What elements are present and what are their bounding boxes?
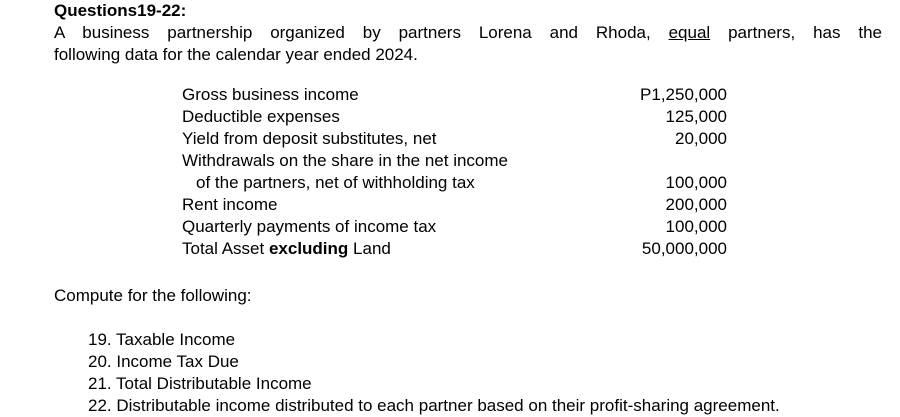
intro-text-after: partners, has the	[728, 23, 882, 42]
intro-line-1	[54, 22, 882, 44]
item-amount: 100,000	[665, 217, 727, 236]
intro-line-2: following data for the calendar year ended 2024.	[54, 45, 418, 64]
item-label-part: Land	[353, 239, 391, 258]
item-amount: P1,250,000	[640, 85, 727, 104]
item-label: Yield from deposit substitutes, net	[182, 129, 437, 148]
data-table	[182, 84, 727, 260]
item-row	[182, 238, 727, 260]
item-label: of the partners, net of withholding tax	[196, 173, 475, 192]
item-label: Gross business income	[182, 85, 359, 104]
excluding-bold: excluding	[268, 239, 349, 258]
item-amount: 100,000	[665, 173, 727, 192]
item-label: Deductible expenses	[182, 107, 340, 126]
item-amount: 20,000	[675, 129, 727, 148]
compute-prompt: Compute for the following:	[54, 286, 252, 305]
equal-underlined: equal	[668, 23, 711, 42]
item-amount: 200,000	[665, 195, 727, 214]
intro-text-before: A business partnership organized by partners Lorena and Rhoda,	[54, 23, 651, 42]
question-item: 19. Taxable Income	[88, 330, 236, 349]
item-label: Withdrawals on the share in the net income	[182, 151, 509, 170]
item-label-part: Total Asset	[182, 239, 265, 258]
item-row	[182, 194, 727, 216]
item-row	[182, 128, 727, 150]
item-amount: 125,000	[665, 107, 727, 126]
item-row	[182, 106, 727, 128]
question-item: 20. Income Tax Due	[88, 352, 239, 371]
item-row	[182, 150, 727, 172]
item-amount: 50,000,000	[641, 239, 727, 258]
question-item: 22. Distributable income distributed to each partner based on their profit-sharing agreement.	[88, 396, 780, 415]
item-row	[182, 84, 727, 106]
questions-heading: Questions19-22:	[54, 1, 187, 20]
item-row	[182, 172, 727, 194]
item-row	[182, 216, 727, 238]
question-item: 21. Total Distributable Income	[88, 374, 312, 393]
item-label	[182, 238, 391, 260]
questions-list	[88, 329, 780, 417]
item-label: Quarterly payments of income tax	[182, 217, 437, 236]
problem-statement	[54, 22, 882, 66]
item-label: Rent income	[182, 195, 278, 214]
